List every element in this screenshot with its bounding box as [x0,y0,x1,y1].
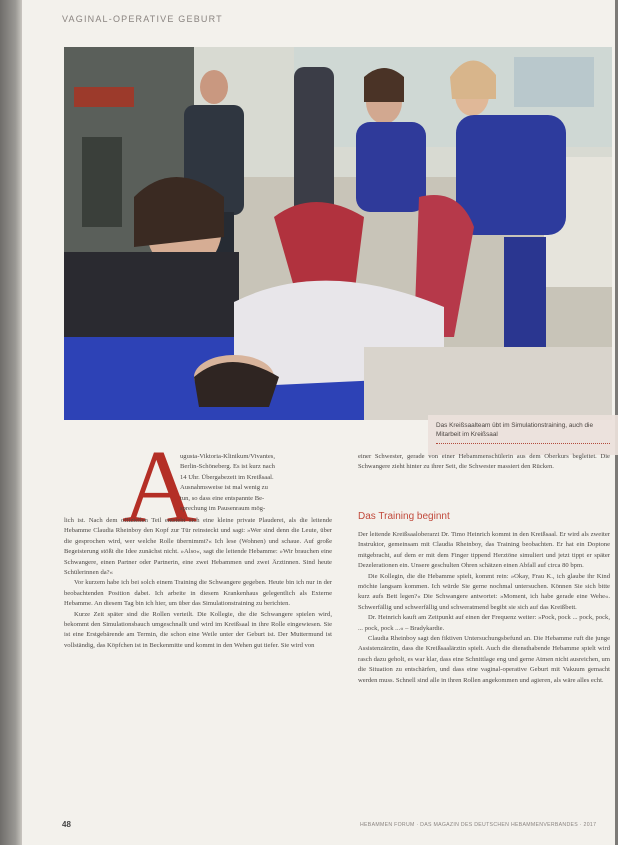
intro-line: Berlin-Schöneberg. Es ist kurz nach [180,463,275,471]
subheading: Das Training beginnt [358,511,450,522]
body-paragraph: Die Kollegin, die die Hebamme spielt, kommt rein: »Okay, Frau K., ich glaube ihr Kind möchte langsam kommen. Ich würde Sie gerne nochmal untersuchen. Können Sie sich bitte kurz aufs Bett legen?« Die Schwangere antwortet: »Moment, ich habe gerade eine Wehe«. Schwerfällig und schwerfällig und schweratmend begibt sie sich auf das Kreißbett. [358,572,610,611]
body-paragraph: Der leitende Kreißsaaloberarzt Dr. Timo Heinrich kommt in den Kreißsaal. Er wird als zweiter Instruktor, gemeinsam mit Claudia Rheinboy, das Training beobachten. Er hat ein Doptone mitgebracht, auf dem er mit dem Finger tippend Herztöne simuliert und jetzt tippt er später Dezelerationen ein. Unsere geschulten Ohren schätzen einen Abfall auf circa 80 bpm. [358,531,610,570]
caption-divider [436,443,610,444]
intro-line: ugusta-Viktoria-Klinikum/Vivantes, [180,453,275,460]
intro-line: 14 Uhr. Übergabezeit im Kreißsaal. [180,473,274,481]
body-paragraph: Vor kurzem habe ich bei solch einem Training die Schwangere gegeben. Heute bin ich nur in der beobachtenden Position dabei. Ich arbeite in diesem Krankenhaus gelegentlich als Externe Hebamme. An diesem Tag bin ich hier, um über das Simulationstraining zu berichten. [64,579,332,608]
photo-caption-text: Das Kreißsaalteam übt im Simulationstraining, auch die Mitarbeit im Kreißsaal [436,422,593,438]
body-paragraph: Claudia Rheinboy sagt den fiktiven Untersuchungsbefund an. Die Hebamme ruft die junge Assistenzärztin, dass die Kreißsaalärztin spielt. Auch die diensthabende Hebamme spielt wird rasch dazu geholt, es war klar, dass eine Schnittlage eng und gerne Atmen nicht ausreichen, um die Situation zu entschärfen, und dass eine vaginal-operative Geburt mit Vakuum gemacht werden muss. Schnell sind alle in ihren Rollen angekommen und agieren, als wäre alles echt. [358,635,610,684]
column-left [64,516,332,651]
simulation-photo-illustration [64,47,612,420]
body-paragraph: Dr. Heinrich kauft am Zeitpunkt auf einen der Frequenz weiter: »Pock, pock ... pock, pock, ... pock, pock ...« – Bradykardie. [358,614,610,632]
photo-caption [428,415,618,455]
training-photo [64,47,612,438]
intro-block [180,452,332,514]
book-spine [0,0,22,845]
column-right [358,530,610,686]
section-header: VAGINAL-OPERATIVE GEBURT [62,14,223,24]
page-number: 48 [62,820,71,829]
body-paragraph: Kurze Zeit später sind die Rollen verteilt. Die Kollegie, die die Schwangere spielen wird, bekommt den Simulationsbauch umgeschnallt und wird im Kreißsaal in ihre Rolle eingewiesen. Sie ist eine Erstgebärende am Termin, die schon eine Weile unter der Geburt ist. Der Muttermund ist vollständig, das Köpfchen ist in Beckenmitte und kommt in den Wehen gut tiefer. Sie wird von [64,610,332,649]
drop-cap: A [122,429,198,544]
intro-line: sprechung im Pausenraum mög- [180,505,266,513]
intro-line: tun, so dass eine entspannte Be- [180,494,265,502]
column-right-top [358,452,610,473]
body-paragraph: lich ist. Nach dem offiziellen Teil entsteht sich eine kleine private Plauderei, als die leitende Hebamme Claudia Rheinboy den Kopf zur Tür reinsteckt und sagt: »Wer sind denn die Leute, über die gesprochen wird, wer welche Rolle übernimmt?« Ich lese (Wohnen) und schaue. Auf große Begeisterung stößt die Idee zunächst nicht. »Also«, sagt die leitende Hebamme: »Wir brauchen eine Schwangere, einen Partner oder Partnerin, eine zwei Hebammen und zwei Ärztinnen. Sind heute Schülerinnen da?« [64,517,332,577]
body-paragraph: einer Schwester, gerade von einer Hebammenschülerin aus dem Oberkurs begleitet. Die Schwangere zieht hinter zu ihrer Seit, die Schwester massiert den Rücken. [358,453,610,471]
intro-line: Ausnahmsweise ist mal wenig zu [180,484,268,492]
magazine-page [22,0,615,845]
publication-footer: HEBAMMEN FORUM · DAS MAGAZIN DES DEUTSCHEN HEBAMMENVERBANDES · 2017 [360,822,597,828]
